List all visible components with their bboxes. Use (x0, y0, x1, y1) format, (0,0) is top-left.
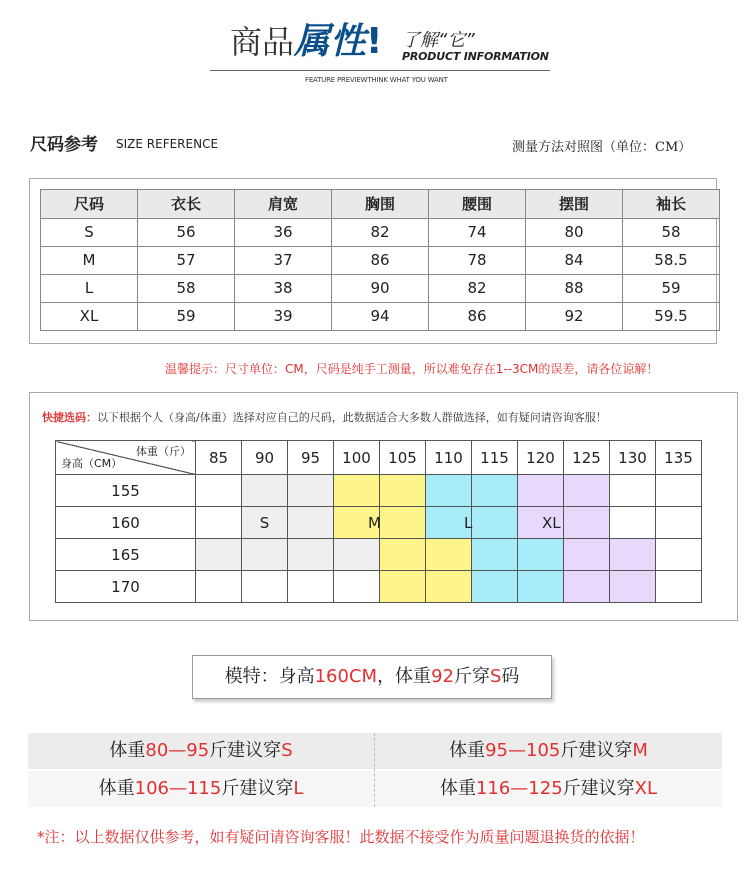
size-label-l-cell (464, 507, 518, 539)
rec-prefix: 体重 (98, 778, 135, 799)
model-size: S (489, 666, 502, 687)
grid-cell (426, 539, 472, 571)
grid-cell (334, 571, 380, 603)
grid-cell (196, 475, 242, 507)
weight-header: 95 (288, 441, 334, 475)
table-cell: 38 (235, 275, 332, 303)
grid-cell (380, 571, 426, 603)
size-table-header (41, 190, 720, 219)
rec-range: 106—115 (134, 778, 222, 799)
disclaimer-footer: *注：以上数据仅供参考，如有疑问请咨询客服！此数据不接受作为质量问题退换货的依据！ (37, 828, 645, 846)
weight-header: 105 (380, 441, 426, 475)
model-suffix1: 斤穿 (453, 666, 490, 687)
grid-cell (610, 539, 656, 571)
table-cell: 82 (429, 275, 526, 303)
page-title (230, 22, 382, 62)
size-reference-title: 尺码参考 (30, 135, 98, 155)
weight-header: 130 (610, 441, 656, 475)
rec-mid: 斤建议穿 (221, 778, 294, 799)
model-suffix2: 码 (501, 666, 520, 687)
table-cell: 59 (623, 275, 720, 303)
model-height: 160CM (314, 666, 378, 687)
grid-cell (380, 539, 426, 571)
rec-size: L (293, 778, 304, 799)
grid-cell (564, 539, 610, 571)
table-cell: 90 (332, 275, 429, 303)
table-cell: 59 (138, 303, 235, 331)
weight-header-row (56, 441, 702, 475)
weight-axis-label: 体重（斤） (136, 445, 191, 458)
table-cell: 58 (138, 275, 235, 303)
table-row (56, 475, 702, 507)
grid-cell (288, 475, 334, 507)
table-cell: 88 (526, 275, 623, 303)
weight-header: 100 (334, 441, 380, 475)
grid-cell (564, 475, 610, 507)
title-plain: 商品 (230, 23, 295, 61)
col-header: 袖长 (623, 190, 720, 219)
grid-cell (242, 571, 288, 603)
weight-header: 115 (472, 441, 518, 475)
table-cell: 80 (526, 219, 623, 247)
table-row (41, 219, 720, 247)
col-header: 尺码 (41, 190, 138, 219)
size-label-m: M (368, 513, 381, 532)
table-row (41, 275, 720, 303)
grid-cell (196, 539, 242, 571)
table-cell: 74 (429, 219, 526, 247)
grid-cell (518, 475, 564, 507)
height-header: 170 (56, 571, 196, 603)
rec-range: 80—95 (145, 740, 210, 761)
table-cell: 39 (235, 303, 332, 331)
weight-header: 90 (242, 441, 288, 475)
weight-header: 85 (196, 441, 242, 475)
table-cell: 78 (429, 247, 526, 275)
table-row (56, 507, 702, 539)
rec-prefix: 体重 (109, 740, 146, 761)
table-row (41, 303, 720, 331)
height-header: 155 (56, 475, 196, 507)
size-label-m-cell (368, 507, 426, 539)
table-cell: 92 (526, 303, 623, 331)
table-cell: 84 (526, 247, 623, 275)
title-divider (210, 70, 550, 71)
table-cell: 56 (138, 219, 235, 247)
height-header: 160 (56, 507, 196, 539)
grid-cell (242, 475, 288, 507)
grid-cell (426, 475, 472, 507)
table-row (56, 539, 702, 571)
table-cell: M (41, 247, 138, 275)
recommendation-m (375, 733, 722, 769)
measurement-method-note: 测量方法对照图（单位：CM） (512, 140, 692, 155)
col-header: 胸围 (332, 190, 429, 219)
quick-select-intro (42, 409, 607, 425)
grid-cell (564, 571, 610, 603)
recommendation-s (28, 733, 374, 769)
grid-cell (610, 507, 656, 539)
weight-header: 135 (656, 441, 702, 475)
table-cell: S (41, 219, 138, 247)
table-cell: 57 (138, 247, 235, 275)
grid-cell (610, 571, 656, 603)
table-cell: 94 (332, 303, 429, 331)
grid-cell (334, 475, 380, 507)
quick-select-label: 快捷选码： (42, 411, 97, 424)
grid-cell (518, 571, 564, 603)
rec-size: XL (634, 778, 658, 799)
grid-cell (288, 507, 334, 539)
diagonal-header-cell (56, 441, 196, 475)
size-reference-title-en: SIZE REFERENCE (116, 137, 219, 151)
size-label-xl-cell (542, 507, 610, 539)
col-header: 衣长 (138, 190, 235, 219)
grid-cell (610, 475, 656, 507)
grid-cell (656, 507, 702, 539)
recommendation-xl (375, 771, 722, 807)
model-prefix: 模特：身高 (224, 666, 315, 687)
col-header: 腰围 (429, 190, 526, 219)
col-header: 肩宽 (235, 190, 332, 219)
rec-mid: 斤建议穿 (209, 740, 282, 761)
grid-cell (196, 571, 242, 603)
table-cell: XL (41, 303, 138, 331)
height-axis-label: 身高（CM） (61, 457, 123, 470)
grid-cell (426, 571, 472, 603)
rec-prefix: 体重 (449, 740, 486, 761)
size-table (40, 189, 720, 331)
table-cell: 86 (332, 247, 429, 275)
title-bang: ! (366, 21, 383, 62)
model-middle: ，体重 (377, 666, 432, 687)
grid-cell (242, 539, 288, 571)
table-cell: 58 (623, 219, 720, 247)
grid-cell (196, 507, 242, 539)
title-subtitle: FEATURE PREVIEWTHINK WHAT YOU WANT (305, 76, 448, 84)
table-cell: 82 (332, 219, 429, 247)
table-cell: 86 (429, 303, 526, 331)
grid-cell (656, 539, 702, 571)
recommendation-l (28, 771, 374, 807)
table-row (56, 571, 702, 603)
grid-cell (380, 475, 426, 507)
col-header: 摆围 (526, 190, 623, 219)
rec-prefix: 体重 (439, 778, 476, 799)
table-cell: 37 (235, 247, 332, 275)
grid-cell (518, 539, 564, 571)
grid-cell (656, 475, 702, 507)
model-info-box (192, 655, 552, 699)
grid-cell (656, 571, 702, 603)
rec-size: M (632, 740, 648, 761)
grid-cell (472, 571, 518, 603)
weight-header: 120 (518, 441, 564, 475)
grid-cell (472, 539, 518, 571)
grid-cell (472, 475, 518, 507)
weight-header: 125 (564, 441, 610, 475)
height-header: 165 (56, 539, 196, 571)
table-row (41, 247, 720, 275)
tolerance-notice: 温馨提示：尺寸单位：CM，尺码是纯手工测量，所以难免存在1--3CM的误差，请各位谅解！ (165, 362, 659, 376)
table-cell: L (41, 275, 138, 303)
size-label-l: L (464, 513, 473, 532)
weight-header: 110 (426, 441, 472, 475)
height-weight-table (55, 440, 702, 603)
rec-size: S (281, 740, 293, 761)
rec-range: 95—105 (485, 740, 561, 761)
title-strong: 属性 (294, 21, 367, 62)
grid-cell (288, 571, 334, 603)
model-weight: 92 (431, 666, 454, 687)
table-cell: 59.5 (623, 303, 720, 331)
quick-select-text: 以下根据个人（身高/体重）选择对应自己的尺码，此数据适合大多数人群做选择，如有疑问请咨询客服！ (97, 411, 607, 424)
title-know-it: 了解“它” (402, 30, 475, 51)
rec-mid: 斤建议穿 (560, 740, 633, 761)
table-cell: 58.5 (623, 247, 720, 275)
title-english: PRODUCT INFORMATION (402, 50, 549, 63)
rec-mid: 斤建议穿 (562, 778, 635, 799)
table-cell: 36 (235, 219, 332, 247)
grid-cell (334, 539, 380, 571)
rec-range: 116—125 (475, 778, 563, 799)
size-label-xl: XL (542, 513, 561, 532)
size-label-s: S (242, 507, 288, 539)
grid-cell (288, 539, 334, 571)
